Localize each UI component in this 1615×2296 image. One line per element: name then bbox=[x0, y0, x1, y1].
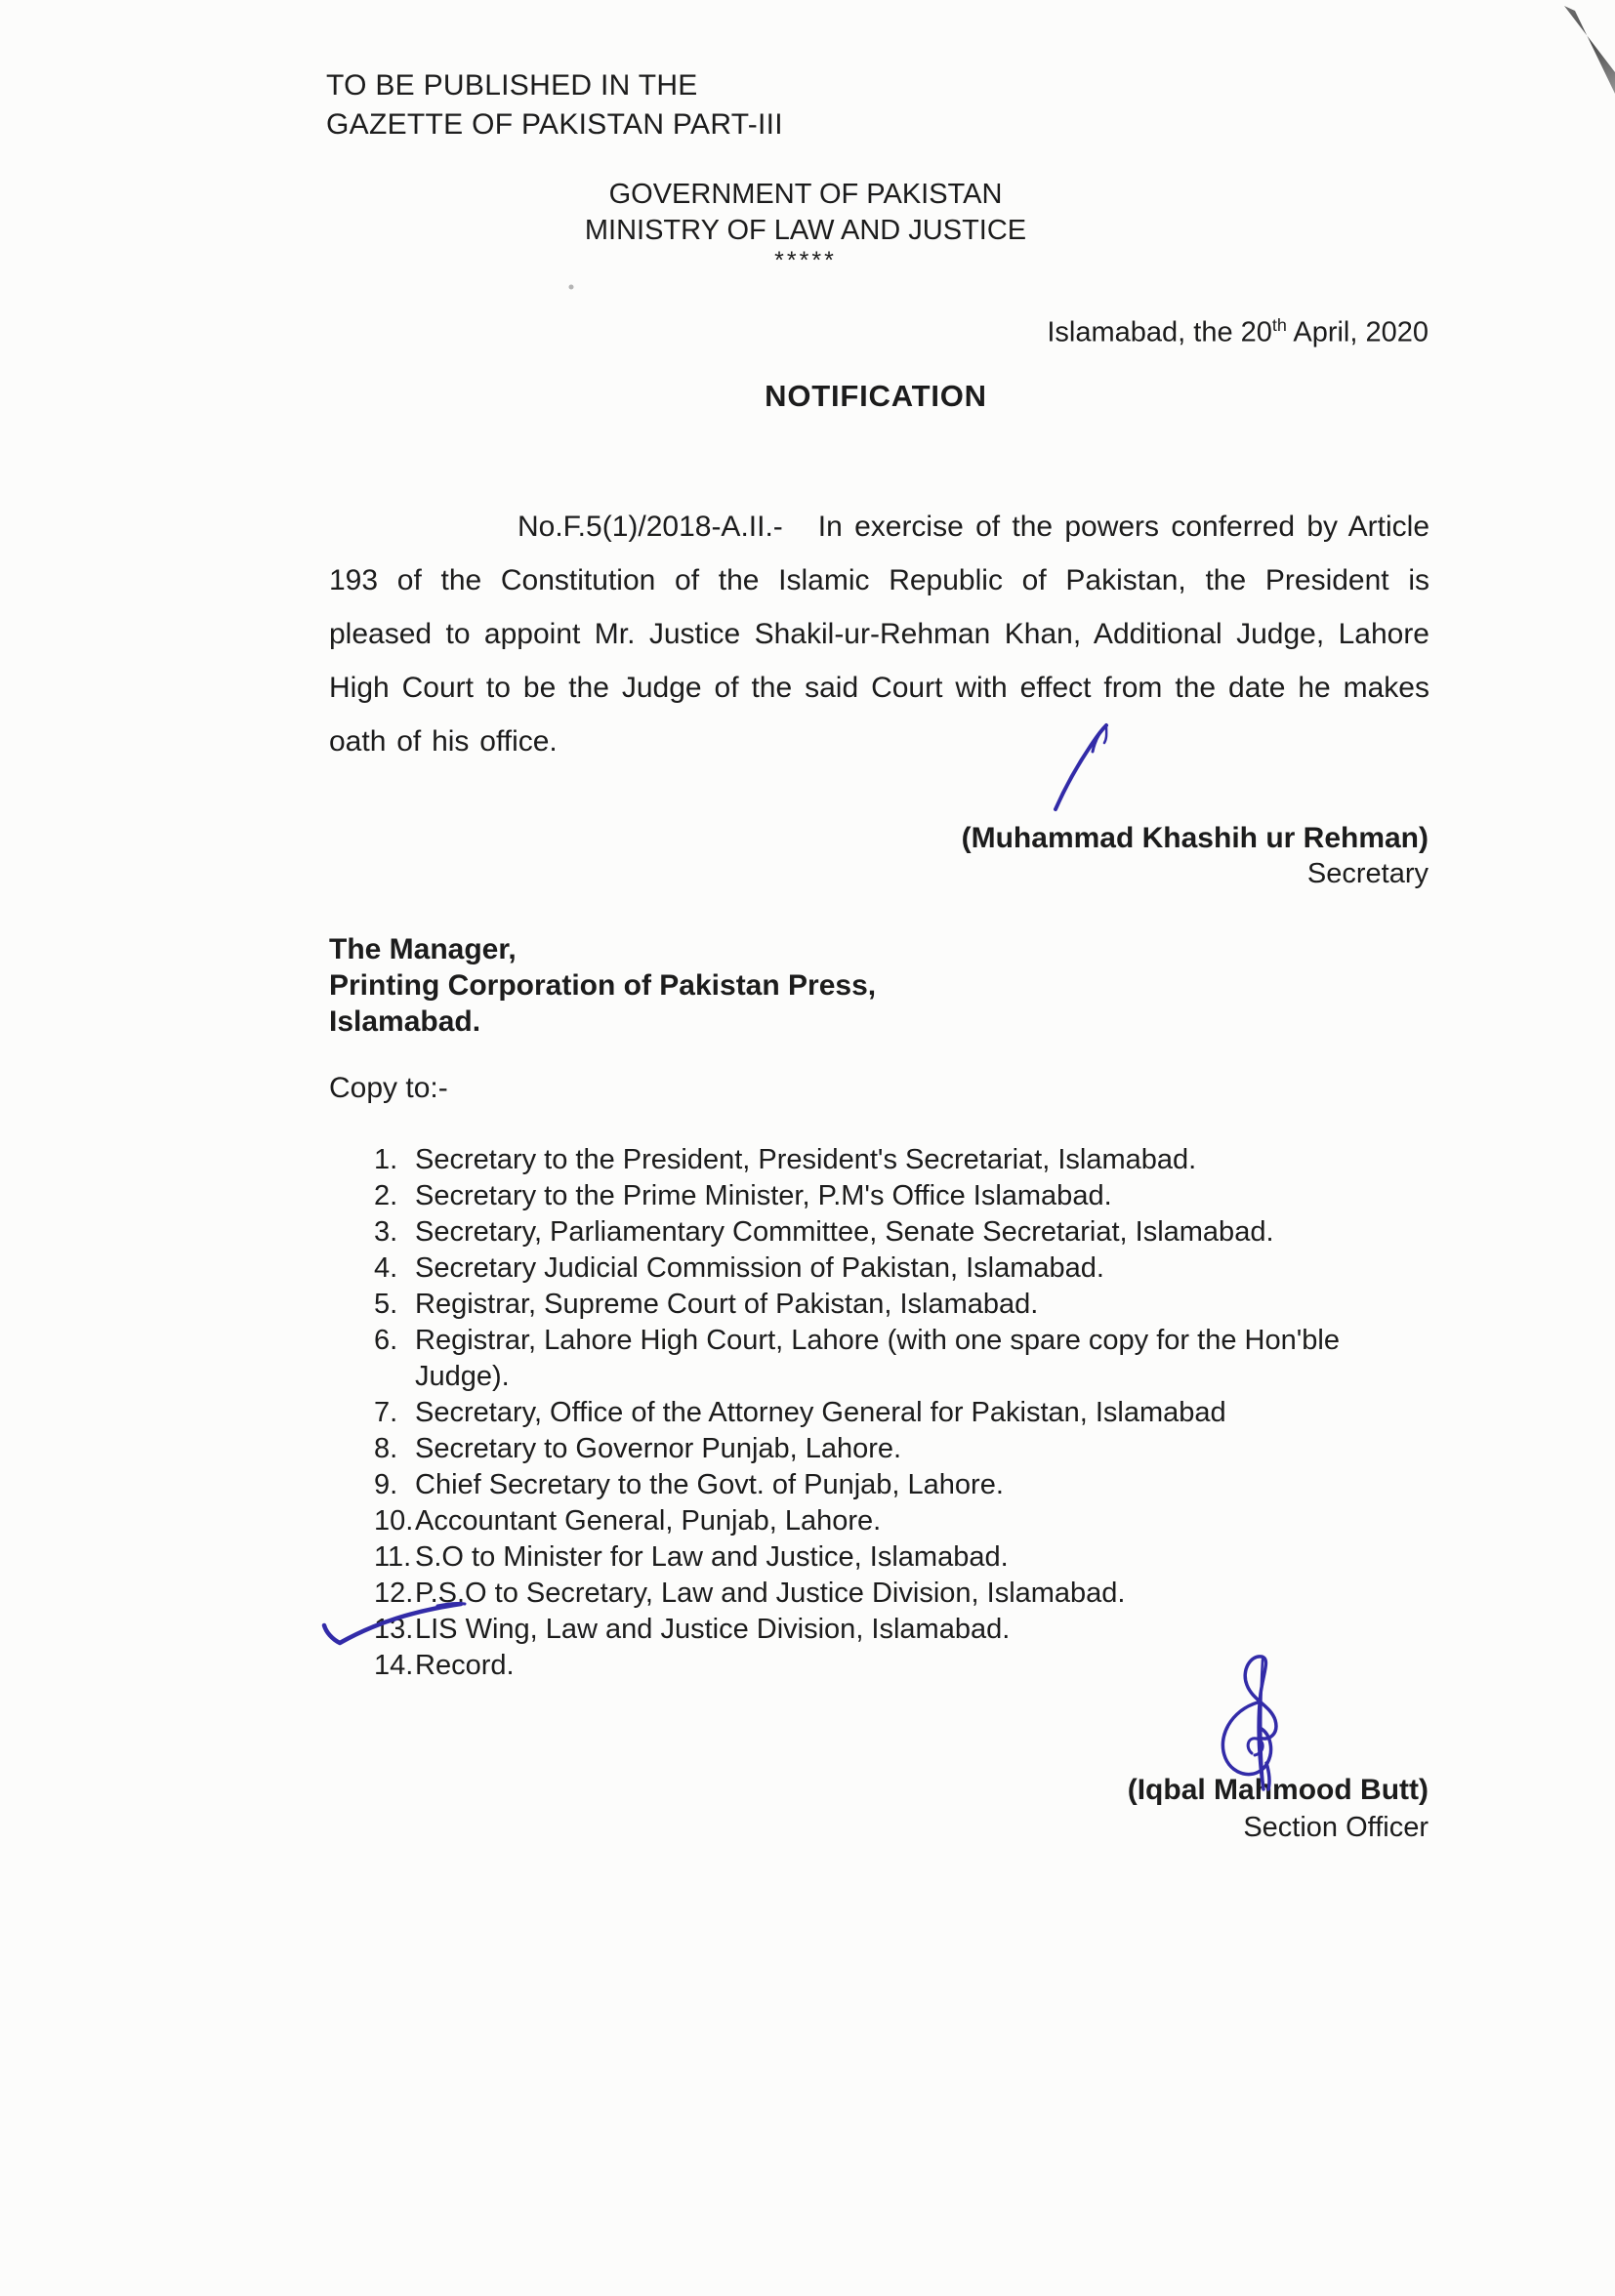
list-item-number: 9. bbox=[374, 1469, 398, 1500]
addressee-line1: The Manager, bbox=[329, 933, 517, 965]
list-item-text: Secretary to the President, President's Secretariat, Islamabad. bbox=[415, 1144, 1197, 1175]
gazette-header bbox=[326, 66, 783, 144]
copy-to-label: Copy to:- bbox=[329, 1072, 448, 1104]
list-item-text: Chief Secretary to the Govt. of Punjab, Lahore. bbox=[415, 1469, 1004, 1500]
list-item-number: 10. bbox=[374, 1505, 414, 1537]
list-item bbox=[374, 1395, 1409, 1431]
list-item-number: 1. bbox=[374, 1144, 398, 1175]
list-item-number: 6. bbox=[374, 1325, 398, 1356]
scan-corner-artifact bbox=[1564, 6, 1615, 94]
notification-body bbox=[329, 500, 1429, 768]
page-title: NOTIFICATION bbox=[765, 379, 987, 413]
list-item-text: Secretary to Governor Punjab, Lahore. bbox=[415, 1433, 902, 1464]
list-item-number: 3. bbox=[374, 1216, 398, 1248]
list-item-text: P.S.O to Secretary, Law and Justice Division, Islamabad. bbox=[415, 1578, 1126, 1609]
list-item bbox=[374, 1612, 1409, 1648]
list-item-text: Secretary Judicial Commission of Pakistan, Islamabad. bbox=[415, 1252, 1104, 1284]
signatory1-name: (Muhammad Khashih ur Rehman) bbox=[961, 822, 1429, 854]
list-item bbox=[374, 1142, 1409, 1178]
date-suffix: April, 2020 bbox=[1286, 316, 1429, 348]
list-item bbox=[374, 1214, 1409, 1250]
government-header bbox=[585, 177, 1026, 272]
list-item bbox=[374, 1503, 1409, 1539]
body-text: In exercise of the powers conferred by Article 193 of the Constitution of the Islamic Republic of Pakistan, the President is pleased to appoint Mr. Justice Shakil-ur-Rehman Khan, Additional Judge, Lahore High Court to be the Judge of the said Court with effect from the date he makes oath of his office. bbox=[329, 511, 1429, 758]
list-item bbox=[374, 1576, 1409, 1612]
list-item bbox=[374, 1178, 1409, 1214]
ministry-line: MINISTRY OF LAW AND JUSTICE bbox=[584, 215, 1027, 246]
addressee-line3: Islamabad. bbox=[329, 1005, 481, 1038]
list-item-number: 2. bbox=[374, 1180, 398, 1211]
list-item-number: 12. bbox=[374, 1578, 414, 1609]
date-ordinal-superscript: th bbox=[1271, 315, 1287, 335]
list-item-number: 11. bbox=[374, 1541, 412, 1573]
date-line bbox=[1047, 315, 1429, 349]
list-item-text: Accountant General, Punjab, Lahore. bbox=[415, 1505, 882, 1537]
list-item bbox=[374, 1250, 1409, 1287]
list-item-number: 8. bbox=[374, 1433, 398, 1464]
government-line: GOVERNMENT OF PAKISTAN bbox=[608, 179, 1003, 210]
signatory2-title: Section Officer bbox=[1243, 1812, 1429, 1843]
stars-divider: ***** bbox=[774, 247, 837, 274]
scan-speck bbox=[569, 285, 574, 290]
list-item bbox=[374, 1539, 1409, 1576]
signatory1-title: Secretary bbox=[1306, 858, 1429, 889]
list-item-text: LIS Wing, Law and Justice Division, Islamabad. bbox=[415, 1614, 1011, 1645]
gazette-header-line2: GAZETTE OF PAKISTAN PART-III bbox=[326, 108, 783, 141]
list-item-number: 5. bbox=[374, 1289, 398, 1320]
signatory2-name: (Iqbal Mahmood Butt) bbox=[1127, 1774, 1429, 1806]
addressee-block bbox=[329, 931, 876, 1040]
date-prefix: Islamabad, the 20 bbox=[1047, 316, 1272, 348]
list-item bbox=[374, 1323, 1409, 1395]
gazette-header-line1: TO BE PUBLISHED IN THE bbox=[326, 69, 698, 102]
list-item bbox=[374, 1287, 1409, 1323]
list-item bbox=[374, 1648, 1409, 1684]
copy-list bbox=[374, 1142, 1409, 1684]
list-item bbox=[374, 1431, 1409, 1467]
addressee-line2: Printing Corporation of Pakistan Press, bbox=[329, 969, 877, 1002]
list-item-text: Record. bbox=[415, 1650, 515, 1681]
list-item-text: Secretary, Office of the Attorney General for Pakistan, Islamabad bbox=[415, 1397, 1226, 1428]
list-item-text: S.O to Minister for Law and Justice, Islamabad. bbox=[415, 1541, 1009, 1573]
list-item-text: Registrar, Lahore High Court, Lahore (with one spare copy for the Hon'ble Judge). bbox=[415, 1325, 1340, 1392]
list-item-text: Secretary to the Prime Minister, P.M's Office Islamabad. bbox=[415, 1180, 1112, 1211]
list-item-text: Registrar, Supreme Court of Pakistan, Islamabad. bbox=[415, 1289, 1039, 1320]
list-item-text: Secretary, Parliamentary Committee, Senate Secretariat, Islamabad. bbox=[415, 1216, 1274, 1248]
list-item-number: 14. bbox=[374, 1650, 414, 1681]
list-item-number: 13. bbox=[374, 1614, 414, 1645]
list-item bbox=[374, 1467, 1409, 1503]
list-item-number: 4. bbox=[374, 1252, 398, 1284]
list-item-number: 7. bbox=[374, 1397, 398, 1428]
reference-number: No.F.5(1)/2018-A.II.- bbox=[518, 511, 783, 543]
